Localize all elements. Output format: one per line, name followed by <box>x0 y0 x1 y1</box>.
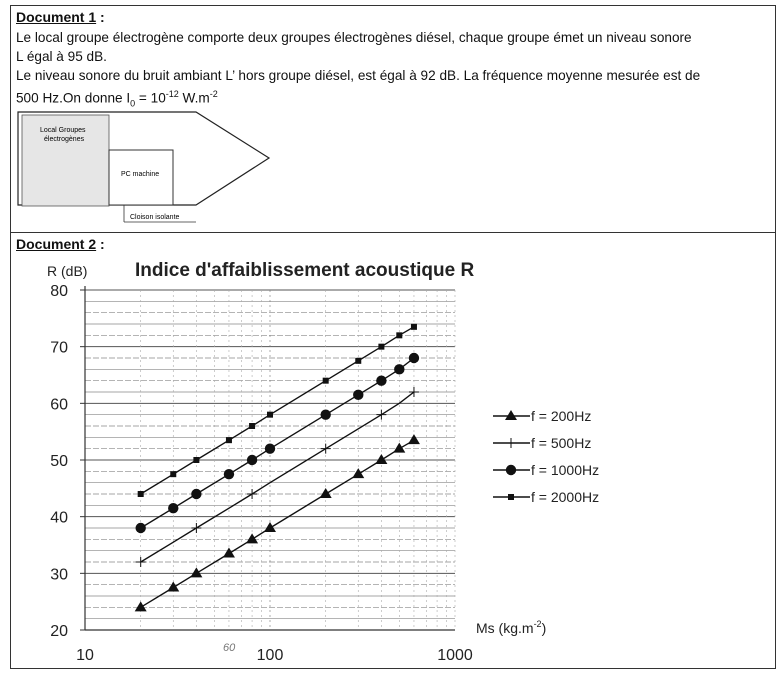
data-point-circle <box>376 375 386 385</box>
data-point-circle <box>265 443 275 453</box>
data-point-square <box>396 332 402 338</box>
document-2-title: Document 2 : <box>16 236 105 252</box>
data-point-square <box>323 378 329 384</box>
data-point-triangle <box>408 434 420 444</box>
data-point-circle <box>353 390 363 400</box>
data-point-circle <box>247 455 257 465</box>
data-point-triangle <box>264 522 276 532</box>
data-point-circle <box>409 353 419 363</box>
data-point-square <box>138 491 144 497</box>
y-tick-label: 70 <box>50 339 68 357</box>
data-point-triangle <box>223 548 235 558</box>
data-point-square <box>355 358 361 364</box>
room-label-2: électrogènes <box>44 136 85 143</box>
data-point-square <box>226 437 232 443</box>
data-point-square <box>193 457 199 463</box>
data-point-circle <box>135 523 145 533</box>
y-tick-label: 60 <box>50 396 68 414</box>
y-tick-label: 50 <box>50 453 68 470</box>
data-point-triangle <box>505 410 517 420</box>
y-axis-label: R (dB) <box>47 263 88 279</box>
data-point-square <box>249 423 255 429</box>
x-axis-label: Ms $(kg.m^{-2})$ <box>476 619 547 636</box>
data-point-triangle <box>393 443 405 453</box>
data-point-triangle <box>320 488 332 498</box>
room-label-1: Local Groupes <box>40 127 86 134</box>
document-1-title: Document 1 : <box>16 9 105 25</box>
chart-series <box>135 324 420 611</box>
data-point-plus <box>191 523 201 533</box>
legend-item <box>493 408 591 424</box>
legend-item <box>493 462 599 478</box>
legend-label: f = 2000Hz <box>531 489 600 505</box>
data-point-circle <box>506 465 516 475</box>
data-point-square <box>170 471 176 477</box>
document-1-line-1: Le local groupe électrogène comporte deux groupes électrogènes diésel, chaque groupe émet un niveau sonore <box>16 30 692 45</box>
data-point-plus <box>321 444 331 454</box>
legend-label: f = 500Hz <box>531 435 592 451</box>
data-point-triangle <box>167 582 179 592</box>
handwritten-note: 60 <box>223 642 236 654</box>
chart-grid <box>85 290 455 630</box>
data-point-circle <box>394 364 404 374</box>
data-point-triangle <box>190 567 202 577</box>
data-point-triangle <box>375 454 387 464</box>
wall-label: Cloison isolante <box>130 214 180 221</box>
data-point-circle <box>168 503 178 513</box>
y-tick-label: 30 <box>50 566 68 584</box>
data-point-square <box>411 324 417 330</box>
data-point-square <box>267 412 273 418</box>
x-tick-label: 1000 <box>437 647 473 664</box>
legend-item <box>493 489 599 505</box>
x-tick-label: 100 <box>256 647 284 664</box>
data-point-circle <box>191 489 201 499</box>
y-tick-label: 40 <box>50 509 68 527</box>
data-point-plus <box>376 410 386 420</box>
legend-label: f = 1000Hz <box>531 462 600 478</box>
y-tick-label: 80 <box>50 283 68 300</box>
data-point-triangle <box>135 601 147 611</box>
series-line <box>141 327 414 494</box>
data-point-plus <box>247 489 257 499</box>
document-1-line-2: L égal à 95 dB. <box>16 49 107 64</box>
document-1-line-3: Le niveau sonore du bruit ambiant L’ hors groupe diésel, est égal à 92 dB. La fréquence moyenne mesurée est de <box>16 68 701 83</box>
x-tick-label: 10 <box>76 647 94 664</box>
data-point-circle <box>224 469 234 479</box>
data-point-triangle <box>246 533 258 543</box>
series-plus <box>136 387 419 567</box>
chart-title: Indice d'affaiblissement acoustique R <box>135 260 475 281</box>
y-tick-label: 20 <box>50 623 68 640</box>
legend-label: f = 200Hz <box>531 408 592 424</box>
data-point-square <box>378 344 384 350</box>
series-line <box>141 440 414 607</box>
chart-legend <box>493 408 599 505</box>
data-point-triangle <box>352 468 364 478</box>
data-point-plus <box>136 557 146 567</box>
legend-item <box>493 435 591 451</box>
series-circle <box>135 353 419 533</box>
data-point-circle <box>320 409 330 419</box>
machine-label: PC machine <box>121 171 160 178</box>
series-line <box>141 358 414 528</box>
document-1-line-4: 500 Hz.On donne $I_0 = 10^{-12}$ $W.m^{-2}$ <box>16 89 218 109</box>
data-point-square <box>508 494 514 500</box>
data-point-plus <box>506 438 516 448</box>
series-line <box>141 392 414 562</box>
